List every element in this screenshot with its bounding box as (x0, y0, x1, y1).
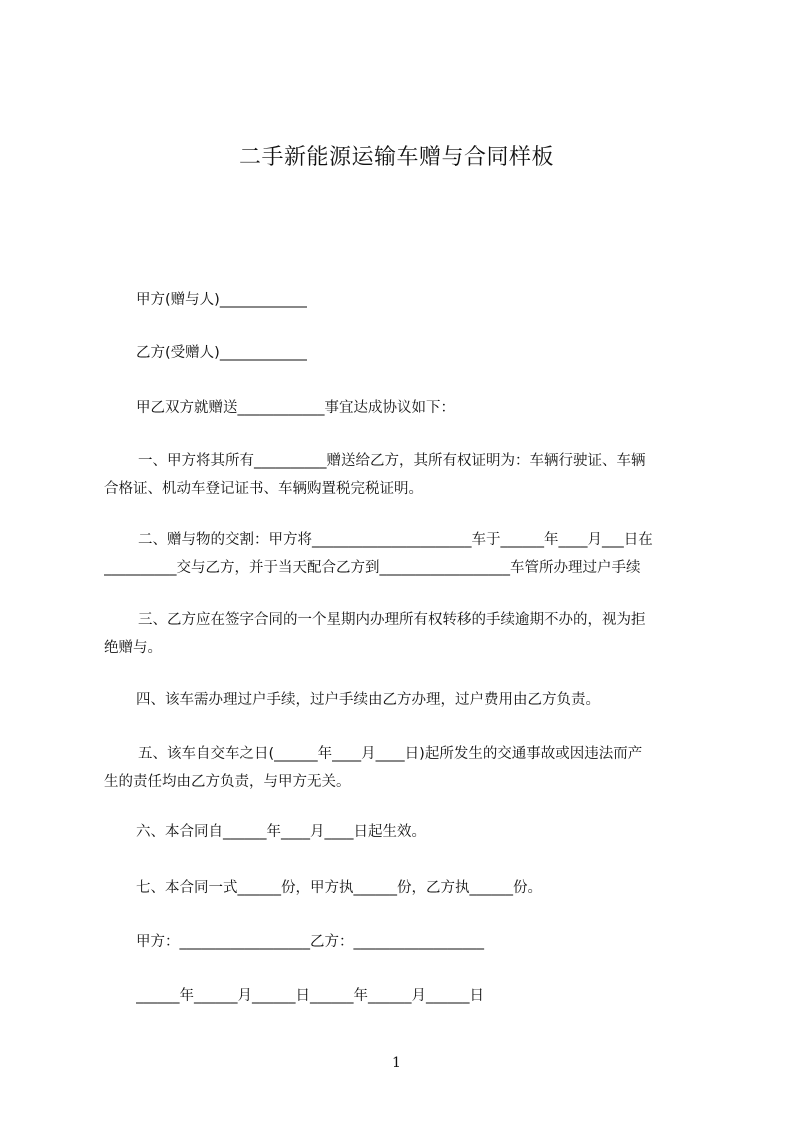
page-title: 二手新能源运输车赠与合同样板 (238, 145, 554, 170)
paragraph-line: 甲乙双方就赠送____________事宜达成协议如下： (136, 400, 455, 416)
signature-line (104, 928, 736, 956)
clause-7 (104, 874, 736, 902)
clause-1 (104, 447, 704, 503)
paragraph-line: ______年______月______日______年______月______日 (136, 988, 484, 1004)
clause-3 (104, 606, 704, 662)
paragraph-line: 甲方(赠与人)____________ (136, 292, 307, 308)
clause-5 (104, 740, 704, 796)
paragraph-line: 二、赠与物的交割：甲方将______________________车于______年____月___日在 (138, 532, 653, 548)
paragraph-line: 乙方(受赠人)____________ (136, 345, 307, 361)
agreement-intro (104, 394, 736, 422)
page-number: 1 (392, 1055, 401, 1071)
paragraph-line: 甲方：__________________乙方：__________________ (136, 934, 484, 950)
paragraph-line: 合格证、机动车登记证书、车辆购置税完税证明。 (104, 481, 423, 497)
clause-6 (104, 818, 736, 846)
paragraph-line: 三、乙方应在签字合同的一个星期内办理所有权转移的手续逾期不办的，视为拒 (138, 612, 646, 628)
paragraph-line: 四、该车需办理过户手续，过户手续由乙方办理，过户费用由乙方负责。 (136, 692, 600, 708)
party-a-line (104, 286, 736, 314)
clause-4 (104, 686, 736, 714)
clause-2 (104, 526, 704, 582)
paragraph-line: 一、甲方将其所有__________赠送给乙方，其所有权证明为：车辆行驶证、车辆 (138, 453, 646, 469)
paragraph-line: 七、本合同一式______份，甲方执______份，乙方执______份。 (136, 880, 542, 896)
paragraph-line: 绝赠与。 (104, 640, 162, 656)
date-line (104, 982, 736, 1010)
paragraph-line: 生的责任均由乙方负责，与甲方无关。 (104, 774, 351, 790)
party-b-line (104, 339, 736, 367)
paragraph-line: 五、该车自交车之日(______年____月____日)起所发生的交通事故或因违法而产 (138, 746, 643, 762)
paragraph-line: 六、本合同自______年____月____日起生效。 (136, 824, 426, 840)
paragraph-line: __________交与乙方，并于当天配合乙方到__________________车管所办理过户手续 (104, 560, 641, 576)
